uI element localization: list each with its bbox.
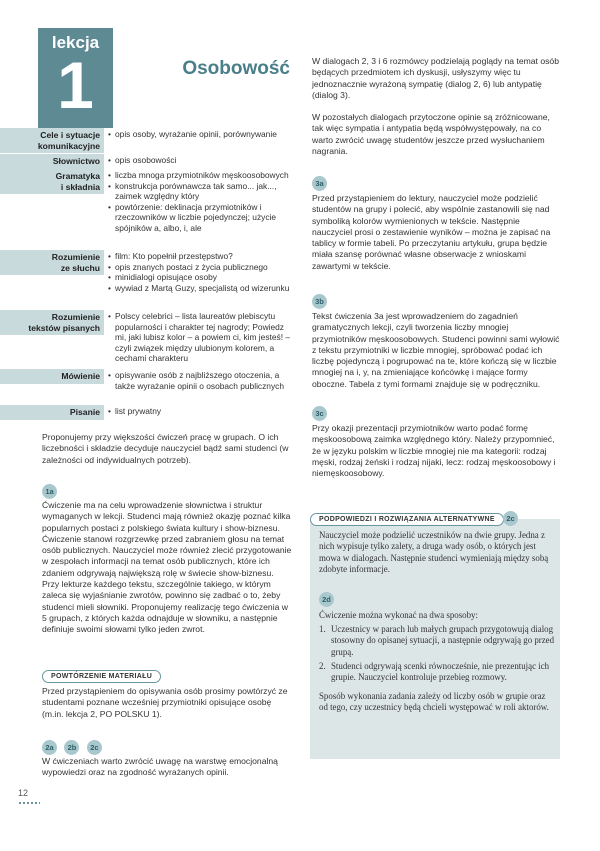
exercise-badge-2c-tips: 2c [503, 508, 518, 526]
exercise-1a-text: Ćwiczenie ma na celu wprowadzenie słownictwa i struktur wymaganych w lekcji. Studenci mają również okazję poznać kilka popularnych postaci z polskiego świata kultury i show-biznesu. Ćwiczenie stanowi rozgrzewkę przed zabraniem głosu na temat osób publicznych. Nauczyciel może również zlecić przygotowanie w zespołach informacji na temat osób publicznych, które ich zdaniem odgrywają największą rolę w świecie show-biznesu. Przy lekturze każdego tekstu, szczególnie takiego, w którym zaleca się wyjaśnianie zwrotów, powinno się zadbać o to, żeby studenci mieli słowniki. Proponujemy realizację tego ćwiczenia w 5 grupach, z których każda odnajduje w słowniku, a następnie definiuje swoimi słowami tylko jeden zwrot. [42, 500, 292, 635]
row-label-speaking: Mówienie [0, 369, 104, 384]
exercise-3c-text: Przy okazji prezentacji przymiotników warto podać formę męskoosobową zaimka względnego który. Należy przypomnieć, że w języku polskim w liczbie mnogiej nie ma kategorii: rodzaj męski, rodzaj żeński i rodzaj nijaki, lecz: rodzaj męskoosobowy i niemęskoosobowy. [312, 423, 556, 479]
row-value-grammar: • liczba mnoga przymiotników męskoosobowych • konstrukcja porównawcza tak samo... jak..., zaimek względny który • powtórzenie: deklinacja przymiotników i rzeczowników w liczbie pojedynczej; użycie spójników a, albo, i, ale [108, 170, 292, 234]
exercise-3b-text: Tekst ćwiczenia 3a jest wprowadzeniem do zagadnień gramatycznych lekcji, czyli tworzenia liczby mnogiej przymiotników męskoosobowych. Studenci powinni sami wyłowić z tekstu przymiotniki w liczbie mnogiej, spróbować podać ich liczbę pojedynczą i pogrupować na te, które kończą się w liczbie mnogiej na i, y, na zmieniające końcówkę i mające formy oboczne. Tabela z tymi formami znajduje się w podręczniku. [312, 311, 560, 389]
row-label-writing: Pisanie [0, 405, 104, 420]
list-item: 2. Studenci odgrywają scenki równocześnie, nie prezentując ich grupie. Nauczyciel kontroluje przebieg rozmowy. [319, 660, 550, 683]
page-number: 12 [18, 788, 29, 798]
row-label-grammar: Gramatyka i składnia [0, 169, 104, 194]
row-label-reading: Rozumienie tekstów pisanych [0, 310, 104, 335]
page-title: Osobowość [182, 58, 290, 79]
row-label-listening: Rozumienie ze słuchu [0, 250, 104, 275]
row-label-goals: Cele i sytuacje komunikacyjne [0, 128, 104, 153]
tips-2d-list [319, 624, 555, 683]
badge-2c: 2c [87, 740, 102, 755]
row-value-listening: • film: Kto popełnił przestępstwo? • opis znanych postaci z życia publicznego • minidialogi opisujące osoby • wywiad z Martą Guzy, specjalistą od wizerunku [108, 251, 292, 293]
review-pill: POWTÓRZENIE MATERIAŁU [42, 665, 161, 683]
tips-2c-text: Nauczyciel może podzielić uczestników na dwie grupy. Jedna z nich wypisuje tylko zalety, a druga wady osób, o których jest mowa w dialogach. Następnie studenci wymieniają między sobą zdobyte informacje. [319, 530, 549, 574]
exercise-badge-2d: 2d [319, 589, 334, 607]
row-value-vocabulary: • opis osobowości [108, 155, 292, 166]
row-value-speaking: • opisywanie osób z najbliższego otoczenia, a także wyrażanie opinii o osobach publicznych [108, 370, 292, 391]
exercise-badge-3a: 3a [312, 173, 327, 191]
review-paragraph: Przed przystąpieniem do opisywania osób prosimy powtórzyć ze studentami poznane wcześniej przymiotniki opisujące osobę (m.in. lekcja 2, PO POLSKU 1). [42, 686, 288, 719]
row-value-reading: • Polscy celebrici – lista laureatów plebiscytu popularności i charakter tej nagrody; Powiedz mi, jaki lubisz kolor – a powiem ci, kim jesteś! – czyli związek między ulubionym kolorem, a cechami charakteru [108, 311, 292, 364]
right-intro-1: W dialogach 2, 3 i 6 rozmówcy podzielają poglądy na temat osób będących przedmiotem ich dyskusji, usłyszymy więc tu jednoznacznie wyrażoną sympatię (dialog 2, 6) lub antypatię (dialog 3). [312, 56, 559, 100]
tips-pill: PODPOWIEDZI I ROZWIĄZANIA ALTERNATYWNE [310, 508, 504, 526]
exercise-badge-3c: 3c [312, 403, 327, 421]
badge-2b: 2b [64, 740, 79, 755]
exercise-2-text: W ćwiczeniach warto zwrócić uwagę na warstwę emocjonalną wypowiedzi oraz na zgodność wyrażanych opinii. [42, 756, 278, 778]
lesson-overview-table [0, 128, 300, 418]
badge-2a: 2a [42, 740, 57, 755]
intro-paragraph: Proponujemy przy większości ćwiczeń pracę w grupach. O ich liczebności i składzie decyduje nauczyciel bądź sami studenci (w zależności od indywidualnych potrzeb). [42, 432, 289, 465]
row-value-goals: • opis osoby, wyrażanie opinii, porównywanie [108, 129, 292, 140]
row-value-writing: • list prywatny [108, 406, 292, 417]
exercise-3a-text: Przed przystąpieniem do lektury, nauczyciel może podzielić studentów na grupy i polecić, aby wspólnie zastanowili się nad symboliką kolorów wymienionych w tekście. Następnie nauczyciel prosi o zestawienie wyników – można je zapisać na tablicy w formie tabeli. Po przeczytaniu artykułu, grupa będzie miała szansę porównać własne obserwacje z wnioskami zawartymi w tekście. [312, 193, 551, 271]
list-item: 1. Uczestnicy w parach lub małych grupach przygotowują dialog stosowny do opisanej sytuacji, a następnie odgrywają go przed grupą. [319, 624, 555, 657]
exercise-badge-1a: 1a [42, 481, 57, 499]
tips-2d-closing: Sposób wykonania zadania zależy od liczby osób w grupie oraz od tego, czy uczestnicy będą chcieli występować w roli aktorów. [319, 691, 549, 713]
lesson-number: 1 [57, 48, 94, 122]
page-dots-decoration [18, 801, 40, 805]
exercise-badges-2 [42, 737, 102, 755]
row-label-vocabulary: Słownictwo [0, 154, 104, 169]
tips-2d-intro: Ćwiczenie można wykonać na dwa sposoby: [319, 610, 478, 620]
exercise-badge-3b: 3b [312, 291, 327, 309]
lesson-label: lekcja [51, 33, 100, 52]
right-intro-2: W pozostałych dialogach przytoczone opinie są zróżnicowane, tak więc sympatia i antypatia będą współwystępowały, na co warto zwrócić uwagę studentów jeszcze przed wysłuchaniem nagrania. [312, 112, 550, 156]
